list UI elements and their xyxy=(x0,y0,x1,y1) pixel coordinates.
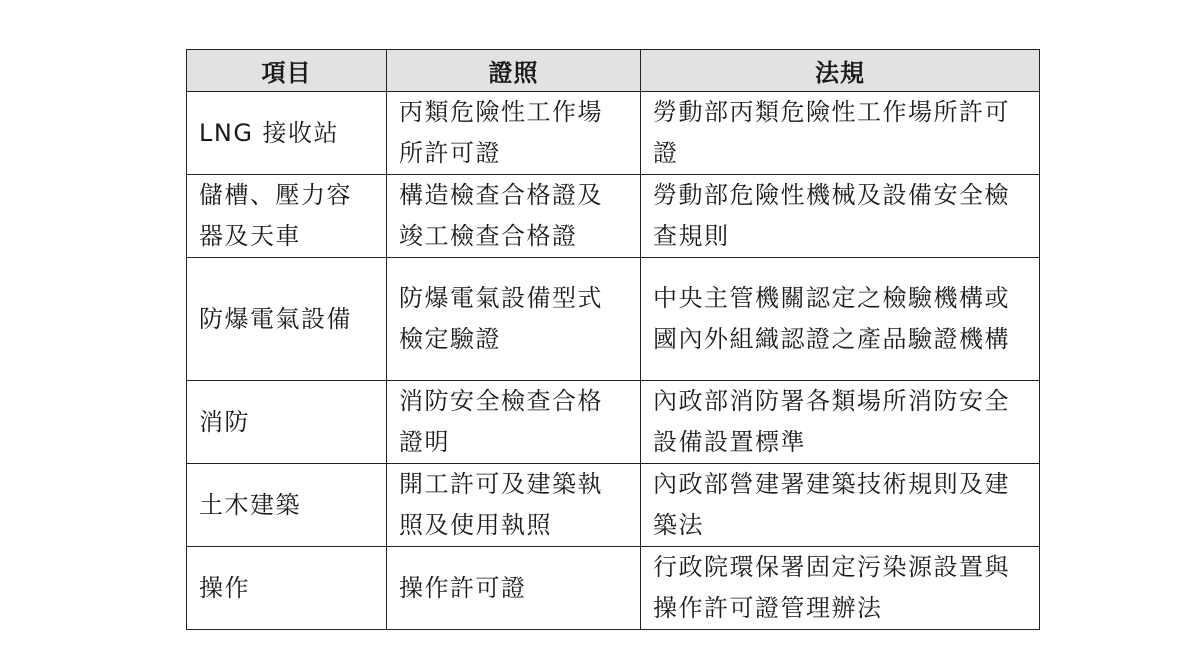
table-row xyxy=(187,258,1040,381)
cell-license: 開工許可及建築執照及使用執照 xyxy=(387,464,641,547)
permit-regulation-table xyxy=(186,49,1040,630)
cell-regulation: 內政部消防署各類場所消防安全設備設置標準 xyxy=(641,381,1040,464)
cell-license: 構造檢查合格證及竣工檢查合格證 xyxy=(387,175,641,258)
cell-license: 防爆電氣設備型式檢定驗證 xyxy=(387,258,641,381)
cell-regulation: 中央主管機關認定之檢驗機構或國內外組織認證之產品驗證機構 xyxy=(641,258,1040,381)
cell-license: 丙類危險性工作場所許可證 xyxy=(387,92,641,175)
cell-item: 土木建築 xyxy=(187,464,387,547)
cell-item: 儲槽、壓力容器及天車 xyxy=(187,175,387,258)
cell-item: 操作 xyxy=(187,547,387,630)
table-row xyxy=(187,547,1040,630)
cell-item: 消防 xyxy=(187,381,387,464)
cell-license: 消防安全檢查合格證明 xyxy=(387,381,641,464)
table-row xyxy=(187,92,1040,175)
cell-regulation: 勞動部丙類危險性工作場所許可證 xyxy=(641,92,1040,175)
cell-regulation: 行政院環保署固定污染源設置與操作許可證管理辦法 xyxy=(641,547,1040,630)
cell-license: 操作許可證 xyxy=(387,547,641,630)
table-row xyxy=(187,464,1040,547)
header-license: 證照 xyxy=(387,50,641,92)
table-header-row xyxy=(187,50,1040,92)
cell-item: 防爆電氣設備 xyxy=(187,258,387,381)
cell-regulation: 內政部營建署建築技術規則及建築法 xyxy=(641,464,1040,547)
table-row xyxy=(187,381,1040,464)
table-row xyxy=(187,175,1040,258)
cell-item: LNG 接收站 xyxy=(187,92,387,175)
header-regulation: 法規 xyxy=(641,50,1040,92)
header-item: 項目 xyxy=(187,50,387,92)
cell-regulation: 勞動部危險性機械及設備安全檢查規則 xyxy=(641,175,1040,258)
